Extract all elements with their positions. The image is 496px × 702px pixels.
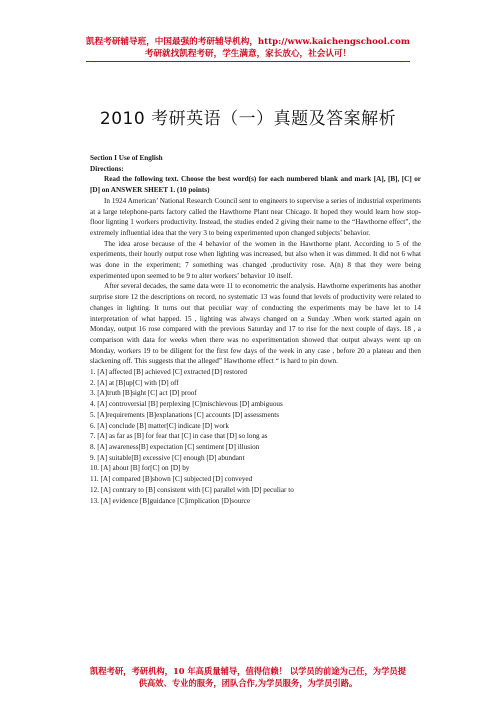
option-item: 9. [A] suitable[B] excessive [C] enough [D] abundant [90, 453, 245, 462]
paragraph-3: After several decades, the same data were 11 to econometric the analysis. Hawthorne experiments has another surprise store 12 the descriptions on record, no systematic 13 was found that levels of productivity were related to changes in lighting. It turns out that peculiar way of conducting the experiments may be have let to 14 interpretation of what happed. 15 , lighting was always changed on a Sunday .When work started again on Monday, output 16 rose compared with the previous Saturday and 17 to rise for the next couple of days. 18 , a comparison with data for weeks when there was no experimentation showed that output always went up on Monday, workers 19 to be diligent for the first few days of the week in any case , before 20 a plateau and then slackening off. This suggests that the alleged” Hawthorne effect “ is hard to pin down. [90, 282, 421, 366]
header-underline [86, 61, 410, 62]
paragraph-1: In 1924 American’ National Research Council sent to engineers to supervise a series of industrial experiments at a large telephone-parts factory called the Hawthorne Plant near Chicago. It hoped they would learn how stop-floor lignting 1 workers productivity. Instead, the studies ended 2 giving their name to the “Hawthorne effect”, the extremely influential idea that the very 3 to being experimented upon changed subjects’ behavior. [90, 196, 421, 237]
footer-line-1: 凯程考研，考研机构，10 年高质量辅导，值得信赖！ 以学员的前途为己任，为学员提 [89, 666, 406, 676]
option-item: 4. [A] controversial [B] perplexing [C]mischievous [D] ambiguous [90, 400, 283, 409]
option-item: 3. [A]truth [B]sight [C] act [D] proof [90, 389, 197, 398]
option-item: 2. [A] at [B]up[C] with [D] off [90, 378, 179, 387]
option-item: 8. [A] awareness[B] expectation [C] sentiment [D] illusion [90, 442, 260, 451]
option-item: 11. [A] compared [B]shown [C] subjected [D] conveyed [90, 475, 253, 484]
option-item: 1. [A] affected [B] achieved [C] extracted [D] restored [90, 368, 247, 377]
document-body [90, 153, 421, 506]
directions-text: Read the following text. Choose the best word(s) for each numbered blank and mark [A], [B], [C] or [D] on ANSWER SHEET 1. (10 points) [90, 175, 421, 195]
option-item: 12. [A] contrary to [B] consistent with [C] parallel with [D] peculiar to [90, 485, 294, 494]
header-line-1: 凯程考研辅导班，中国最强的考研辅导机构，http://www.kaichengschool.com [86, 37, 410, 47]
paragraph-2: The idea arose because of the 4 behavior of the women in the Hawthorne plant. According to 5 of the experiments, their hourly output rose when lighting was increased, but also when it was dimmed. It did not 6 what was done in the experiment; 7 something was changed ,productivity rose. A(n) 8 that they were being experimented upon seemed to be 9 to alter workers’ behavior 10 itself. [90, 239, 421, 280]
page-title: 2010 考研英语（一）真题及答案解析 [99, 109, 397, 129]
option-item: 5. [A]requirements [B]explanations [C] accounts [D] assessments [90, 410, 280, 419]
options-list [90, 367, 421, 506]
directions-label: Directions: [90, 164, 124, 173]
option-item: 13. [A] evidence [B]guidance [C]implication [D]source [90, 496, 251, 505]
section-heading: Section I Use of English [90, 154, 163, 162]
header-line-2: 考研就找凯程考研，学生满意，家长放心，社会认可！ [144, 49, 352, 59]
option-item: 7. [A] as far as [B] for fear that [C] in case that [D] so long as [90, 432, 268, 441]
footer-line-2: 供高效、专业的服务，团队合作,为学员服务，为学员引路。 [138, 678, 358, 688]
option-item: 6. [A] conclude [B] matter[C] indicate [D] work [90, 421, 229, 430]
option-item: 10. [A] about [B] for[C] on [D] by [90, 464, 190, 473]
